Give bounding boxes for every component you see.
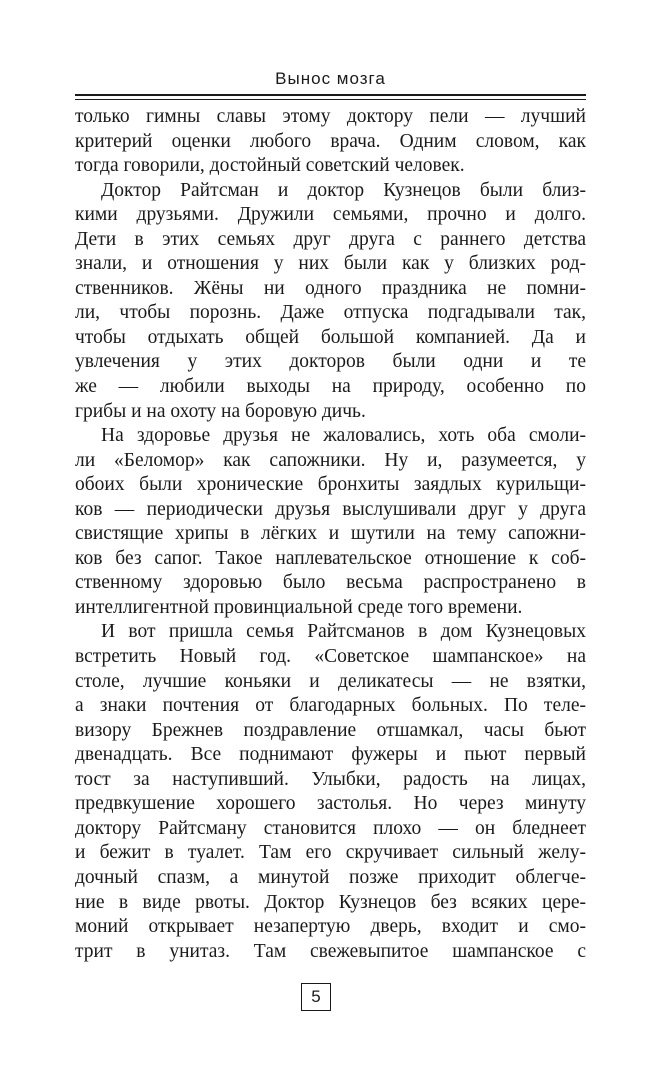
text-line: ние в виде рвоты. Доктор Кузнецов без всяких цере- — [75, 891, 586, 913]
text-line: и бежит в туалет. Там его скручивает сильный желу- — [75, 842, 586, 864]
text-line: критерий оценки любого врача. Одним словом, как — [75, 130, 586, 152]
text-line: Дети в этих семьях друг друга с раннего детства — [75, 228, 586, 250]
text-line: грибы и на охоту на боровую дичь. — [75, 400, 366, 422]
text-line: столе, лучшие коньяки и деликатесы — не взятки, — [75, 670, 586, 692]
text-line: свистящие хрипы в лёгких и шутили на тему сапожни- — [75, 523, 586, 545]
text-line: ков без сапог. Такое наплевательское отношение к соб- — [75, 547, 586, 569]
text-line: только гимны славы этому доктору пели — лучший — [75, 106, 586, 127]
text-line: обоих были хронические бронхиты заядлых курильщи- — [75, 474, 586, 496]
text-line: Доктор Райтсман и доктор Кузнецов были близ- — [101, 179, 586, 201]
text-line: интеллигентной провинциальной среде того времени. — [75, 596, 523, 618]
running-header: Вынос мозга — [275, 69, 386, 88]
text-line: двенадцать. Все поднимают фужеры и пьют первый — [75, 744, 586, 766]
text-line: моний открывает незапертую дверь, входит и смо- — [75, 916, 586, 938]
text-line: тост за наступивший. Улыбки, радость на лицах, — [75, 768, 586, 790]
text-line: кими друзьями. Дружили семьями, прочно и долго. — [75, 204, 586, 226]
text-line: тогда говорили, достойный советский человек. — [75, 155, 465, 177]
text-line: ли, чтобы порознь. Даже отпуска подгадывали так, — [75, 302, 586, 324]
text-line: чтобы отдыхать общей большой компанией. Да и — [75, 326, 586, 348]
text-line: ственному здоровью было весьма распространено в — [75, 572, 586, 594]
text-line: встретить Новый год. «Советское шампанское» на — [75, 646, 586, 668]
text-line: же — любили выходы на природу, особенно по — [75, 376, 586, 398]
text-line: предвкушение хорошего застолья. Но через минуту — [75, 793, 586, 815]
text-line: И вот пришла семья Райтсманов в дом Кузнецовых — [101, 621, 586, 643]
text-line: визору Брежнев поздравление отшамкал, часы бьют — [75, 719, 586, 741]
body-text — [75, 105, 586, 964]
text-line: ков — периодически друзья выслушивали друг у друга — [75, 498, 586, 520]
header-rule-thin — [75, 99, 586, 100]
text-line: трит в унитаз. Там свежевыпитое шампанское с — [75, 940, 586, 962]
page-number: 5 — [301, 983, 331, 1011]
text-line: ли «Беломор» как сапожники. Ну и, разумеется, у — [75, 449, 586, 471]
text-line: доктору Райтсману становится плохо — он бледнеет — [75, 817, 586, 839]
text-line: ственников. Жёны ни одного праздника не помни- — [75, 277, 586, 299]
text-line: а знаки почтения от благодарных больных. По теле- — [75, 695, 586, 717]
text-line: дочный спазм, а минутой позже приходит облегче- — [75, 866, 586, 888]
text-line: На здоровье друзья не жаловались, хоть оба смоли- — [101, 425, 586, 447]
text-line: увлечения у этих докторов были одни и те — [75, 351, 586, 373]
header-rule-thick — [75, 94, 586, 96]
text-line: знали, и отношения у них были как у близких род- — [75, 253, 586, 275]
